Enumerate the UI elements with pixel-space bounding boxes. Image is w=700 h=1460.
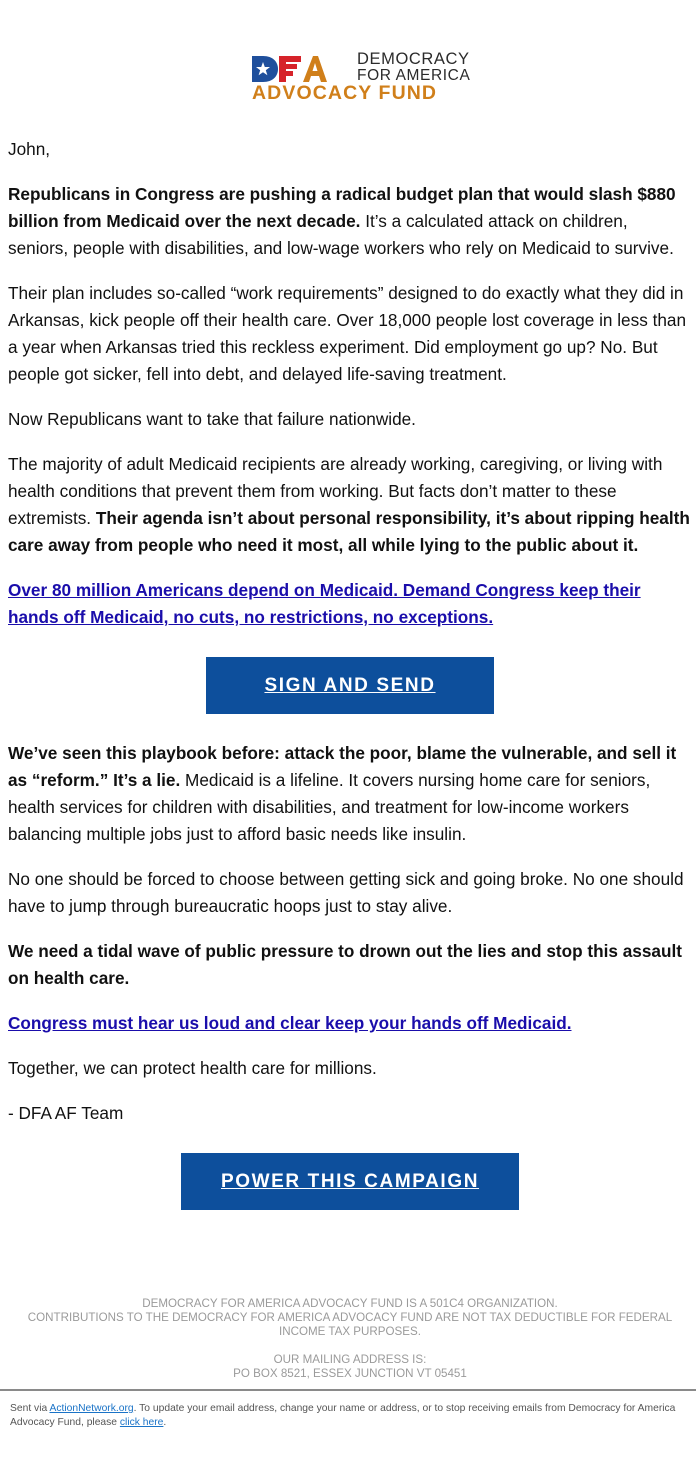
email-body xyxy=(8,136,692,1236)
footer-sent-via: Sent via xyxy=(10,1403,50,1414)
paragraph-1-bold: Republicans in Congress are pushing a radical budget plan that would slash $880 billion from Medicaid over the next decade. xyxy=(8,184,676,231)
paragraph-4 xyxy=(8,451,692,559)
paragraph-2: Their plan includes so-called “work requirements” designed to do exactly what they did in Arkansas, kick people off their health care. Over 18,000 people lost coverage in less than a year when Arkansas tried this reckless experiment. Did employment go up? No. But people got sicker, fell into debt, and delayed life-saving treatment. xyxy=(8,283,687,384)
paragraph-4-bold: Their agenda isn’t about personal responsibility, it’s about ripping health care away from people who need it most, all while lying to the public about it. xyxy=(8,508,690,555)
paragraph-5-bold: We’ve seen this playbook before: attack the poor, blame the vulnerable, and sell it as “reform.” It’s a lie. xyxy=(8,743,677,790)
footer-org-line1: DEMOCRACY FOR AMERICA ADVOCACY FUND IS A 501C4 ORGANIZATION. xyxy=(142,1297,558,1310)
paragraph-8: Together, we can protect health care for millions. xyxy=(8,1058,377,1078)
paragraph-link-1 xyxy=(8,577,692,631)
logo-line-for-america: FOR AMERICA xyxy=(357,67,471,84)
footer-organization xyxy=(0,1297,700,1381)
paragraph-4-start: The majority of adult Medicaid recipients are already working, caregiving, or living with health conditions that prevent them from working. But facts don’t matter to these extremists. xyxy=(8,454,663,528)
logo-line-democracy: DEMOCRACY xyxy=(357,50,470,68)
dfa-logo xyxy=(251,50,471,104)
footer-action-network xyxy=(10,1402,694,1430)
paragraph-3: Now Republicans want to take that failure nationwide. xyxy=(8,409,416,429)
signoff: - DFA AF Team xyxy=(8,1103,124,1123)
paragraph-7-bold: We need a tidal wave of public pressure to drown out the lies and stop this assault on health care. xyxy=(8,941,682,988)
footer-update-text: . To update your email address, change your name or address, or to stop receiving emails from Democracy for America Advocacy Fund, please xyxy=(10,1403,676,1428)
footer-org-line2: CONTRIBUTIONS TO THE DEMOCRACY FOR AMERICA ADVOCACY FUND ARE NOT TAX DEDUCTIBLE FOR FEDERAL INCOME TAX PURPOSES. xyxy=(27,1311,673,1338)
footer-mail-label: OUR MAILING ADDRESS IS: xyxy=(273,1353,427,1366)
paragraph-5 xyxy=(8,740,692,848)
sign-button-wrap xyxy=(8,657,692,714)
paragraph-7 xyxy=(8,938,692,992)
paragraph-5-rest: Medicaid is a lifeline. It covers nursing home care for seniors, health services for children with disabilities, and treatment for low-income workers balancing multiple jobs just to afford basic needs like insulin. xyxy=(8,770,651,844)
sign-and-send-button[interactable]: SIGN AND SEND xyxy=(206,657,494,714)
unsubscribe-click-here-link[interactable]: click here xyxy=(119,1417,164,1428)
paragraph-6: No one should be forced to choose between getting sick and going broke. No one should have to jump through bureaucratic hoops just to stay alive. xyxy=(8,869,684,916)
greeting: John, xyxy=(8,139,51,159)
congress-must-hear-link[interactable]: Congress must hear us loud and clear keep your hands off Medicaid. xyxy=(8,1013,572,1033)
footer-end: . xyxy=(163,1417,167,1428)
power-this-campaign-button[interactable]: POWER THIS CAMPAIGN xyxy=(181,1153,519,1210)
action-network-link[interactable]: ActionNetwork.org xyxy=(49,1403,134,1414)
footer-divider xyxy=(0,1389,696,1391)
paragraph-link-2 xyxy=(8,1010,692,1037)
logo-line-advocacy-fund: ADVOCACY FUND xyxy=(252,82,438,104)
demand-congress-link[interactable]: Over 80 million Americans depend on Medicaid. Demand Congress keep their hands off Medicaid, no cuts, no restrictions, no exceptions. xyxy=(8,580,641,627)
power-button-wrap xyxy=(8,1153,692,1210)
dfa-logo-mark-icon xyxy=(251,54,327,84)
paragraph-1-rest: It’s a calculated attack on children, seniors, people with disabilities, and low-wage workers who rely on Medicaid to survive. xyxy=(8,211,674,258)
footer-mail-address: PO BOX 8521, ESSEX JUNCTION VT 05451 xyxy=(233,1367,467,1380)
paragraph-1 xyxy=(8,181,692,262)
